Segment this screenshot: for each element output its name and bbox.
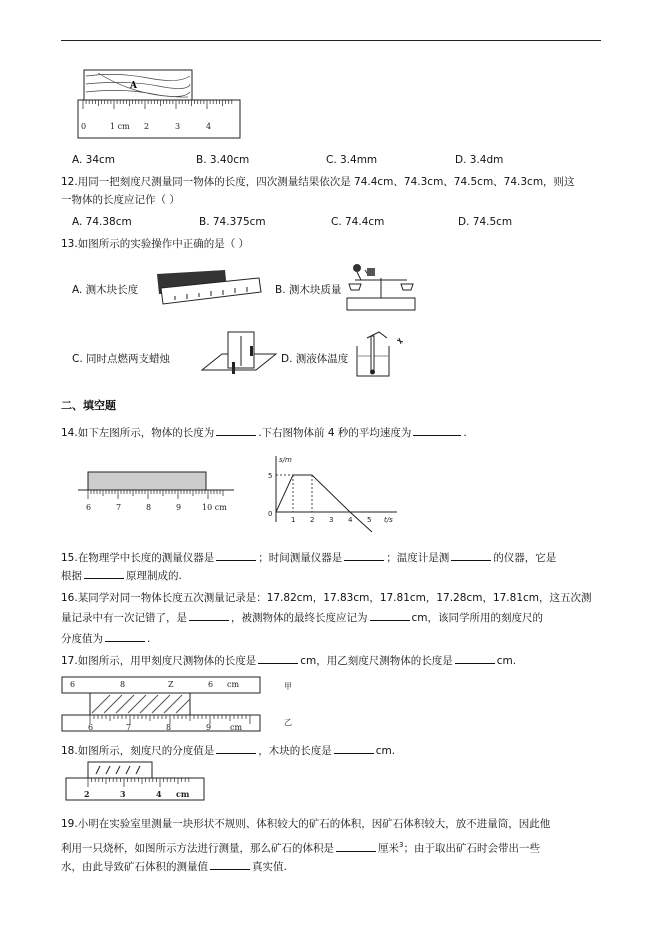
- svg-text:3: 3: [120, 789, 126, 799]
- q18-stem: 18.如图所示，刻度尺的分度值是 ，木块的长度是 cm.: [61, 745, 396, 757]
- q11-option-c: C. 3.4mm: [326, 154, 378, 166]
- q13-figure-d: [353, 330, 408, 380]
- q12-stem-line2: 一物体的长度应记作（ ）: [61, 194, 180, 206]
- q13-figure-a: [155, 268, 263, 308]
- q12-option-c: C. 74.4cm: [331, 216, 385, 228]
- q12-option-d: D. 74.5cm: [458, 216, 513, 228]
- svg-text:7: 7: [126, 723, 132, 732]
- svg-text:5: 5: [268, 472, 273, 480]
- header-rule: [61, 40, 601, 41]
- svg-text:6: 6: [86, 503, 92, 512]
- q11-ruler-figure: [78, 70, 243, 140]
- q13-figure-c: [198, 330, 278, 378]
- svg-text:cm: cm: [176, 789, 190, 799]
- q16-line1: 16.某同学对同一物体长度五次测量记录是：17.82cm，17.83cm，17.81cm，17.28cm，17.81cm，这五次测: [61, 592, 592, 604]
- q12-option-b: B. 74.375cm: [199, 216, 266, 228]
- svg-text:Z: Z: [168, 680, 174, 689]
- svg-text:2: 2: [84, 789, 90, 799]
- q12-stem-line1: 12.用同一把刻度尺测量同一物体的长度，四次测量结果依次是 74.4cm、74.3cm、74.5cm、74.3cm，则这: [61, 176, 575, 188]
- svg-text:cm: cm: [230, 723, 243, 732]
- svg-text:s/m: s/m: [279, 456, 292, 464]
- svg-text:4: 4: [348, 516, 353, 524]
- q11-label-a: A: [130, 81, 137, 91]
- svg-text:8: 8: [120, 680, 126, 689]
- q13-figure-b: [345, 262, 417, 312]
- q13-stem: 13.如图所示的实验操作中正确的是（ ）: [61, 238, 250, 250]
- q13-option-d: D. 测液体温度: [281, 353, 349, 365]
- q14-stem: 14.如下左图所示，物体的长度为 .下右图物体前 4 秒的平均速度为 .: [61, 427, 467, 439]
- q13-option-c: C. 同时点燃两支蜡烛: [72, 353, 171, 365]
- q12-option-a: A. 74.38cm: [72, 216, 132, 228]
- svg-text:乙: 乙: [284, 718, 292, 727]
- q17-rulers-figure: [62, 677, 302, 733]
- section-fill-blank-heading: 二、填空题: [61, 399, 116, 412]
- svg-text:4: 4: [156, 789, 162, 799]
- q17-stem: 17.如图所示，用甲刻度尺测物体的长度是 cm，用乙刻度尺测物体的长度是 cm.: [61, 655, 517, 667]
- q18-ruler-figure: [66, 762, 206, 804]
- q14-st-graph: [262, 452, 402, 532]
- q16-line2: 量记录中有一次记错了，是 ，被测物体的最终长度应记为 cm，该同学所用的刻度尺的: [61, 612, 544, 624]
- svg-text:3: 3: [329, 516, 334, 524]
- q13-option-b: B. 测木块质量: [275, 284, 342, 296]
- svg-text:2: 2: [310, 516, 315, 524]
- q15-line2: 根据 原理制成的.: [61, 570, 182, 582]
- q19-line2: 利用一只烧杯，如图所示方法进行测量，那么矿石的体积是 厘米$^3$；由于取出矿石时会带出一些: [61, 841, 540, 855]
- svg-text:3: 3: [175, 122, 181, 131]
- q11-option-a: A. 34cm: [72, 154, 116, 166]
- svg-text:t/s: t/s: [384, 516, 393, 524]
- svg-text:0: 0: [81, 122, 87, 131]
- q19-line1: 19.小明在实验室里测量一块形状不规则、体积较大的矿石的体积，因矿石体积较大，放不进量筒，因此他: [61, 818, 551, 830]
- svg-text:9: 9: [206, 723, 212, 732]
- svg-text:7: 7: [116, 503, 122, 512]
- svg-text:9: 9: [176, 503, 182, 512]
- q11-option-d: D. 3.4dm: [455, 154, 504, 166]
- svg-text:1: 1: [291, 516, 296, 524]
- q11-option-b: B. 3.40cm: [196, 154, 250, 166]
- svg-text:6: 6: [70, 680, 76, 689]
- svg-text:5: 5: [367, 516, 372, 524]
- q19-line3: 水，由此导致矿石体积的测量值 真实值.: [61, 861, 287, 873]
- svg-text:8: 8: [146, 503, 152, 512]
- svg-text:2: 2: [144, 122, 150, 131]
- svg-text:4: 4: [206, 122, 212, 131]
- q15-line1: 15.在物理学中长度的测量仪器是 ；时间测量仪器是 ；温度计是测 的仪器，它是: [61, 552, 557, 564]
- svg-text:0: 0: [268, 510, 273, 518]
- svg-text:6: 6: [88, 723, 94, 732]
- q16-line3: 分度值为 .: [61, 633, 151, 645]
- q14-ruler-figure: [78, 470, 238, 520]
- q13-option-a: A. 测木块长度: [72, 284, 139, 296]
- svg-text:甲: 甲: [284, 682, 292, 691]
- svg-text:8: 8: [166, 723, 172, 732]
- svg-text:1 cm: 1 cm: [110, 122, 130, 131]
- svg-text:6: 6: [208, 680, 214, 689]
- svg-text:10 cm: 10 cm: [202, 503, 227, 512]
- svg-text:cm: cm: [227, 680, 240, 689]
